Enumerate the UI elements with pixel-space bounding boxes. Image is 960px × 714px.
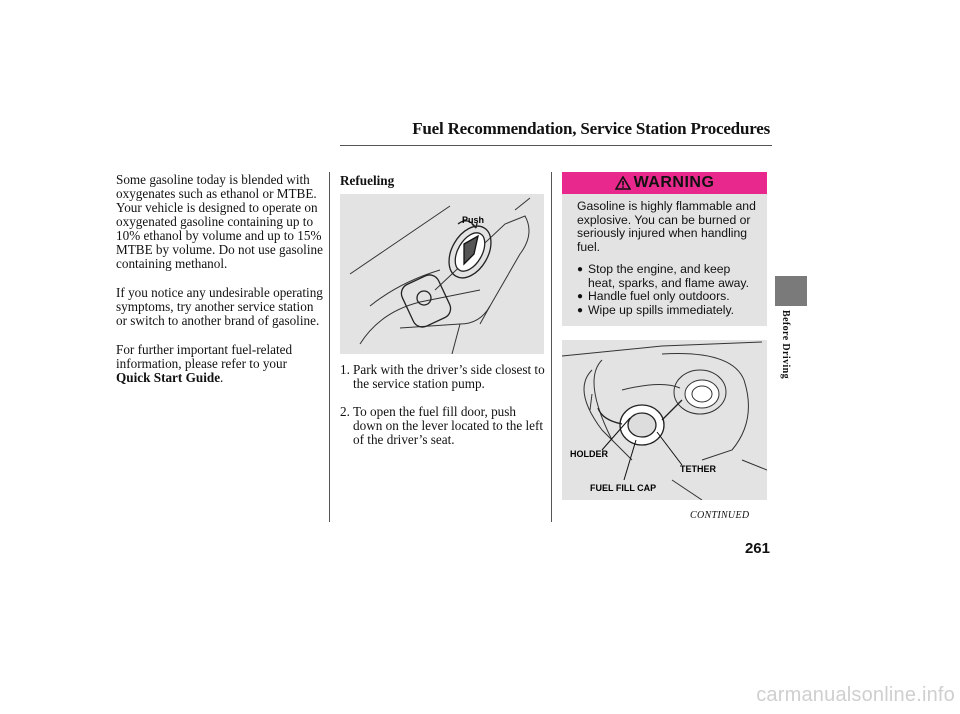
- step-number: 2.: [340, 404, 350, 419]
- lever-drawing: [340, 194, 544, 354]
- warning-intro: Gasoline is highly flammable and explosive. You can be burned or seriously injured when handling fuel.: [577, 199, 756, 254]
- bullet-text: Stop the engine, and keep heat, sparks, and flame away.: [588, 262, 750, 290]
- tether-label: TETHER: [680, 464, 716, 474]
- paragraph-symptoms: If you notice any undesirable operating symptoms, try another service station or switch to another brand of gasoline.: [116, 285, 323, 328]
- holder-label: HOLDER: [570, 449, 608, 459]
- step-2: [340, 405, 546, 447]
- warning-bullet: [577, 263, 757, 290]
- section-label: [777, 310, 797, 380]
- fuel-cap-drawing: [562, 340, 767, 500]
- left-column: [116, 173, 324, 385]
- warning-content: [577, 200, 757, 317]
- push-label: Push: [462, 215, 485, 225]
- further-info-end: .: [220, 370, 224, 385]
- column-divider-2: [551, 172, 552, 522]
- warning-bullets: [577, 263, 757, 317]
- quick-start-guide-ref: Quick Start Guide: [116, 370, 221, 385]
- warning-banner: [562, 172, 767, 194]
- step-1: [340, 363, 546, 391]
- bullet-icon: ●: [577, 291, 584, 302]
- warning-bullet: [577, 290, 757, 304]
- fuel-door-lever-illustration: [340, 194, 544, 354]
- watermark: carmanualsonline.info: [756, 684, 955, 706]
- bullet-icon: ●: [577, 304, 584, 316]
- paragraph-oxygenates: Some gasoline today is blended with oxygenates such as ethanol or MTBE. Your vehicle is designed to operate on oxygenated gasoline containing up to 10% ethanol by volume and up to 15% MTBE by volume. Do not use gasoline containing methanol.: [116, 172, 323, 271]
- step-text: To open the fuel fill door, push down on the lever located to the left of the driver’s seat.: [353, 404, 544, 447]
- section-label-text: Before Driving: [780, 310, 791, 380]
- step-number: 1.: [340, 362, 350, 377]
- column-divider-1: [329, 172, 330, 522]
- bullet-text: Handle fuel only outdoors.: [588, 289, 730, 303]
- refueling-heading: Refueling: [340, 173, 395, 188]
- warning-bullet: [577, 304, 757, 318]
- warning-title: WARNING: [633, 174, 715, 191]
- header-divider: [340, 145, 772, 146]
- fuel-cap-illustration: [562, 340, 767, 500]
- step-text: Park with the driver’s side closest to the service station pump.: [353, 362, 545, 391]
- fuel-fill-cap-label: FUEL FILL CAP: [590, 483, 657, 493]
- bullet-text: Wipe up spills immediately.: [588, 302, 735, 317]
- continued-note: CONTINUED: [690, 510, 750, 521]
- bullet-icon: ●: [577, 264, 584, 275]
- page-number: 261: [744, 540, 770, 557]
- section-tab: [775, 276, 807, 306]
- refueling-steps: [340, 363, 546, 461]
- page-title: Fuel Recommendation, Service Station Procedures: [412, 119, 770, 138]
- paragraph-further-info: [116, 343, 324, 385]
- warning-triangle-icon: [615, 176, 631, 190]
- further-info-text: For further important fuel-related information, please refer to your: [116, 342, 293, 371]
